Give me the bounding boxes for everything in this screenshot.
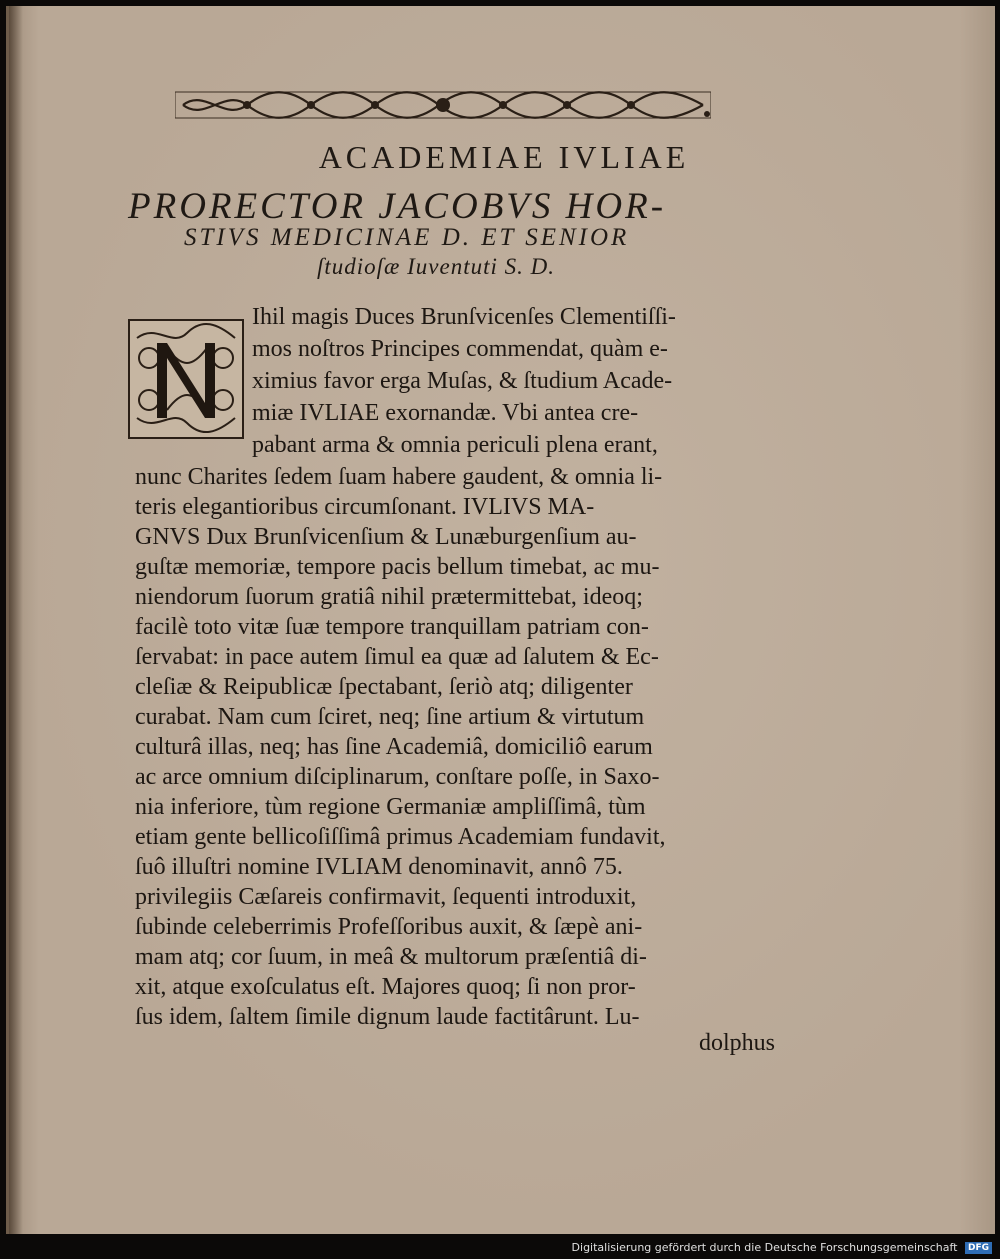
title-line-3: STIVS MEDICINAE D. ET SENIOR [184,224,630,251]
text-line: cleſiæ & Reipublicæ ſpectabant, ſeriò atq; diligenter [135,674,633,700]
text-line: GNVS Dux Brunſvicenſium & Lunæburgenſium au- [135,524,637,550]
text-line: guſtæ memoriæ, tempore pacis bellum timebat, ac mu- [135,554,660,580]
title-line-2: PRORECTOR JACOBVS HOR- [128,186,667,227]
decorated-initial-n [127,318,245,440]
text-line: miæ IVLIAE exornandæ. Vbi antea cre- [252,400,639,426]
text-line: etiam gente bellicoſiſſimâ primus Academiam fundavit, [135,824,666,850]
text-line: ſubinde celeberrimis Profeſſoribus auxit, & ſæpè ani- [135,914,643,940]
digitization-credit [572,1241,992,1254]
text-line: ſervabat: in pace autem ſimul ea quæ ad ſalutem & Ec- [135,644,659,670]
text-line: ſuô illuſtri nomine IVLIAM denominavit, annô 75. [135,854,623,880]
text-line: Ihil magis Duces Brunſvicenſes Clementiſſi- [252,304,676,330]
title-line-4: ſtudioſæ Iuventuti S. D. [317,254,556,279]
text-line: nunc Charites ſedem ſuam habere gaudent, & omnia li- [135,464,663,490]
text-line: ac arce omnium diſciplinarum, conſtare poſſe, in Saxo- [135,764,660,790]
text-line: ximius favor erga Muſas, & ſtudium Acade- [252,368,673,394]
text-line: teris elegantioribus circumſonant. IVLIVS MA- [135,494,595,520]
text-line: xit, atque exoſculatus eſt. Majores quoq; ſi non pror- [135,974,636,1000]
text-line: ſus idem, ſaltem ſimile dignum laude factitârunt. Lu- [135,1004,640,1030]
headpiece-ornament [175,86,711,124]
page-edge-shadow [9,6,23,1234]
text-line: niendorum ſuorum gratiâ nihil prætermittebat, ideoq; [135,584,643,610]
dfg-logo: DFG [965,1242,992,1254]
title-line-1: ACADEMIAE IVLIAE [318,139,690,175]
text-line: privilegiis Cæſareis confirmavit, ſequenti introduxit, [135,884,637,910]
text-line: pabant arma & omnia periculi plena erant, [252,432,658,458]
text-line: nia inferiore, tùm regione Germaniæ ampliſſimâ, tùm [135,794,646,820]
text-line: curabat. Nam cum ſciret, neq; ſine artium & virtutum [135,704,645,730]
catchword: dolphus [699,1030,776,1056]
text-line: mam atq; cor ſuum, in meâ & multorum præſentiâ di- [135,944,647,970]
book-page [6,6,995,1234]
credit-text: Digitalisierung gefördert durch die Deutsche Forschungsgemeinschaft [571,1241,958,1254]
text-line: mos noſtros Principes commendat, quàm e- [252,336,668,362]
text-line: facilè toto vitæ ſuæ tempore tranquillam patriam con- [135,614,649,640]
text-line: culturâ illas, neq; has ſine Academiâ, domiciliô earum [135,734,653,760]
